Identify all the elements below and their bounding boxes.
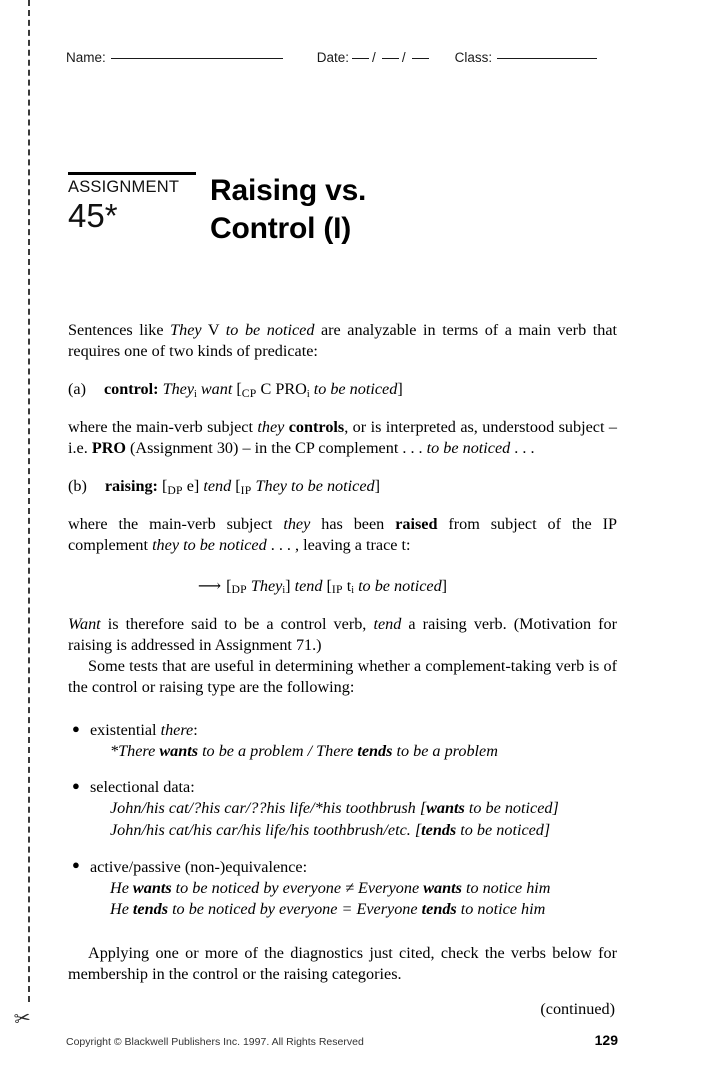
class-label: Class:: [454, 50, 493, 65]
derivation-category-2: IP: [331, 583, 343, 597]
example-a-verb: want: [200, 380, 233, 399]
derivation-category-1: DP: [231, 583, 247, 597]
example-part: John/his cat/?his car/??his life/*his toothbrush [: [110, 799, 427, 818]
derivation-subject: They: [250, 576, 283, 595]
gloss-a-italic-2: to be noticed: [426, 439, 511, 458]
example-part: to be noticed by everyone = Everyone: [168, 900, 422, 919]
name-field: [66, 50, 283, 65]
intro-italic-1: They: [170, 321, 202, 339]
example-b-bracket-close: ]: [374, 477, 380, 496]
list-item-label-italic: there: [160, 720, 194, 739]
assignment-identifier: [68, 178, 210, 235]
name-input-rule[interactable]: [111, 57, 283, 59]
date-year-rule[interactable]: [412, 57, 429, 59]
list-item-label-tail: :: [193, 720, 198, 739]
example-part: He: [110, 878, 133, 897]
date-separator-2: /: [401, 50, 406, 65]
date-field: [317, 50, 429, 65]
derivation-subject-index: i: [282, 585, 286, 597]
gloss-b-italic-1: they: [283, 515, 311, 534]
gloss-a-text-5: . . .: [510, 439, 535, 458]
intro-paragraph: [68, 320, 617, 362]
continued-note: (continued): [540, 999, 615, 1018]
date-day-rule[interactable]: [382, 57, 399, 59]
example-b-kind: raising:: [104, 477, 158, 496]
page-footer: [66, 1032, 618, 1048]
assignment-header: [68, 172, 588, 249]
gloss-a-bold-1: controls: [288, 418, 345, 437]
example-a-subject-index: i: [194, 388, 197, 400]
bullet-icon: ●: [72, 857, 80, 873]
list-item-label-text: selectional data:: [90, 778, 195, 797]
header-rule: [68, 172, 196, 175]
gloss-b-paragraph: [68, 514, 617, 556]
derivation-trace-index: i: [351, 585, 355, 597]
gloss-b-text-2: has been: [310, 515, 396, 534]
example-a: [68, 379, 617, 400]
list-item-label: [90, 720, 617, 741]
example-b-verb: tend: [203, 477, 232, 496]
intro-text-3: are analyzable in terms of a main verb that requires one of two kinds of predicate:: [68, 321, 617, 361]
derivation-complement: to be noticed: [358, 576, 442, 595]
gloss-a-italic-1: they: [257, 418, 285, 437]
example-line: [110, 798, 617, 820]
example-part: wants: [132, 878, 172, 897]
gloss-b-text-4: . . . , leaving a trace t:: [266, 536, 411, 555]
date-label: Date:: [316, 50, 350, 65]
example-a-bracket-open: [: [236, 380, 242, 399]
derivation-bracket-1-close: ]: [285, 576, 295, 595]
example-b-bracket-2-open: [: [231, 477, 241, 496]
example-part: *There: [110, 741, 160, 760]
example-part: tends: [421, 821, 457, 840]
example-part: He: [110, 900, 133, 919]
example-b-complement: They to be noticed: [255, 477, 375, 496]
example-line: [110, 741, 617, 763]
example-a-category: CP: [241, 387, 257, 401]
example-a-middle: C PRO: [256, 380, 307, 399]
derivation-bracket-2-open: [: [322, 576, 332, 595]
name-label: Name:: [66, 50, 106, 65]
example-a-complement: to be noticed: [313, 380, 398, 399]
closing-paragraph: Applying one or more of the diagnostics just cited, check the verbs below for membership in the control or the raising categories.: [68, 943, 617, 983]
page-title-line-2: Control (I): [210, 212, 352, 246]
example-part: to be noticed]: [456, 821, 551, 840]
page-title: [210, 172, 366, 249]
derivation-bracket-close: ]: [441, 576, 448, 595]
summary-text-1: is therefore said to be a control verb,: [100, 614, 374, 633]
derivation-trace: t: [346, 576, 352, 595]
gloss-a-text-4: (Assignment 30) – in the CP complement . . .: [126, 439, 427, 458]
gloss-b-text-3: from subject of the IP complement: [68, 515, 617, 555]
example-part: tends: [357, 741, 393, 760]
example-part: wants: [426, 799, 465, 818]
bullet-icon: ●: [72, 778, 80, 794]
gloss-b-italic-2: they to be noticed: [152, 536, 267, 555]
date-month-rule[interactable]: [352, 57, 369, 59]
arrow-icon: ⟶: [197, 576, 221, 595]
diagnostics-list: [68, 720, 617, 921]
list-item: [68, 720, 617, 763]
summary-text-2: a raising verb. (Motivation for raising is addressed in Assignment 71.): [68, 614, 618, 654]
student-fields-row: [66, 50, 626, 65]
page-title-line-1: Raising vs.: [210, 174, 367, 207]
gloss-a-text-3: , or is interpreted as, understood subject – i.e.: [68, 418, 617, 458]
lesson-body: [68, 320, 617, 1020]
derivation-bracket-open: [: [226, 576, 232, 595]
example-b-bracket-open: [: [161, 477, 168, 496]
list-item-label: [90, 857, 617, 878]
gloss-a-paragraph: [68, 417, 617, 459]
intro-italic-2: to be noticed: [225, 321, 315, 339]
example-line: [110, 878, 617, 900]
example-line: [110, 899, 617, 921]
example-part: tends: [132, 900, 169, 919]
example-part: to be noticed by everyone ≠ Everyone: [171, 878, 424, 897]
example-b: [68, 476, 617, 497]
date-separator-1: /: [372, 50, 376, 65]
summary-italic-1: Want: [68, 614, 101, 633]
example-part: John/his cat/his car/his life/his toothbrush/etc. [: [110, 821, 422, 840]
gloss-a-bold-2: PRO: [91, 439, 126, 458]
example-part: tends: [421, 900, 457, 919]
example-a-subject: They: [162, 380, 195, 399]
example-part: wants: [423, 878, 462, 897]
class-field: [455, 50, 598, 65]
bullet-icon: ●: [72, 720, 80, 736]
example-b-label: (b): [68, 477, 87, 496]
example-a-bracket-close: ]: [397, 380, 403, 399]
example-part: to notice him: [456, 900, 546, 919]
example-line: [110, 820, 617, 842]
cut-line: [28, 0, 30, 1002]
example-a-kind: control:: [103, 380, 159, 399]
assignment-word: ASSIGNMENT: [68, 178, 180, 196]
class-input-rule[interactable]: [497, 57, 597, 59]
assignment-number: 45*: [68, 197, 118, 235]
list-item-label: [90, 777, 617, 798]
gloss-b-text-1: where the main-verb subject: [68, 515, 284, 534]
summary-paragraph: [68, 614, 617, 656]
example-b-category-1: DP: [167, 484, 183, 498]
scissors-icon: ✂: [12, 1004, 33, 1032]
gloss-a-text-1: where the main-verb subject: [68, 418, 258, 437]
intro-text-2: V: [201, 321, 226, 339]
summary-italic-2: tend: [373, 614, 402, 633]
example-b-category-2: IP: [240, 484, 252, 498]
list-item: [68, 857, 617, 921]
example-part: to be a problem / There: [198, 741, 358, 760]
example-part: to be noticed]: [464, 799, 559, 818]
example-part: to notice him: [461, 878, 551, 897]
example-b-empty: e]: [182, 477, 204, 496]
tests-intro-paragraph: Some tests that are useful in determining whether a complement-taking verb is of the control or raising type are the following:: [68, 656, 617, 696]
derivation-verb: tend: [294, 576, 323, 595]
list-item-label-text: active/passive (non-)equivalence:: [90, 857, 308, 876]
derivation-line: [68, 576, 617, 597]
example-part: to be a problem: [392, 741, 498, 760]
page-number: 129: [594, 1032, 618, 1048]
copyright-text: Copyright © Blackwell Publishers Inc. 1997. All Rights Reserved: [66, 1036, 364, 1048]
example-a-label: (a): [68, 380, 86, 399]
gloss-b-bold-1: raised: [395, 515, 438, 534]
list-item-label-text: existential: [90, 720, 161, 739]
example-part: wants: [159, 741, 199, 760]
example-a-pro-index: i: [306, 388, 310, 400]
list-item: [68, 777, 617, 841]
intro-text-1: Sentences like: [68, 321, 171, 339]
